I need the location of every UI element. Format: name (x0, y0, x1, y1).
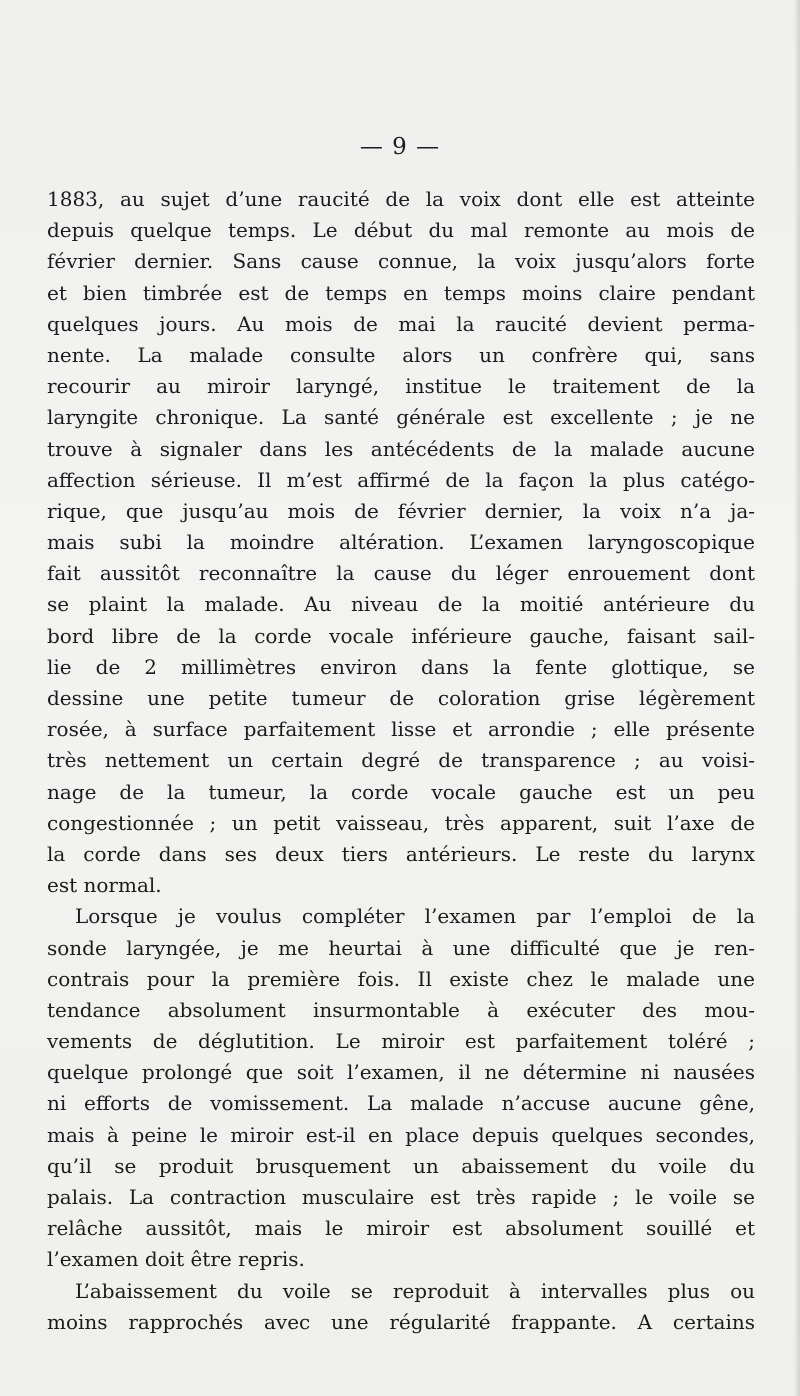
text-line: palais. La contraction musculaire est très rapide ; le voile se (47, 1185, 755, 1209)
text-line: vements de déglutition. Le miroir est parfaitement toléré ; (47, 1029, 755, 1054)
text-line: bord libre de la corde vocale inférieure gauche, faisant sail- (47, 623, 755, 648)
text-line: contrais pour la première fois. Il existe chez le malade une (47, 966, 755, 991)
text-line: 1883, au sujet d’une raucité de la voix dont elle est atteinte (47, 187, 755, 211)
text-line: moins rapprochés avec une régularité frappante. A certains (47, 1309, 755, 1334)
text-line: ni efforts de vomissement. La malade n’accuse aucune gêne, (47, 1091, 755, 1116)
text-line: mais à peine le miroir est-il en place depuis quelques secondes, (47, 1122, 755, 1147)
text-line: février dernier. Sans cause connue, la voix jusqu’alors forte (47, 249, 755, 274)
text-line: est normal. (47, 873, 162, 898)
text-line: rosée, à surface parfaitement lisse et arrondie ; elle présente (47, 717, 755, 742)
text-line: se plaint la malade. Au niveau de la moitié antérieure du (47, 592, 755, 617)
text-line: nente. La malade consulte alors un confrère qui, sans (47, 342, 755, 367)
text-line: quelque prolongé que soit l’examen, il ne détermine ni nausées (47, 1060, 755, 1085)
text-line: lie de 2 millimètres environ dans la fente glottique, se (47, 654, 755, 679)
page-number: — 9 — (359, 134, 441, 160)
text-line: très nettement un certain degré de transparence ; au voisi- (47, 748, 755, 773)
page-edge-shadow (794, 0, 800, 1396)
text-line: tendance absolument insurmontable à exécuter des mou- (47, 997, 755, 1022)
text-line: la corde dans ses deux tiers antérieurs. Le reste du larynx (47, 841, 755, 866)
text-line: Lorsque je voulus compléter l’examen par l’emploi de la (75, 904, 755, 929)
text-line: recourir au miroir laryngé, institue le traitement de la (47, 374, 755, 399)
text-line: nage de la tumeur, la corde vocale gauche est un peu (47, 779, 755, 804)
text-line: fait aussitôt reconnaître la cause du léger enrouement dont (47, 561, 755, 586)
text-line: dessine une petite tumeur de coloration grise légèrement (47, 686, 755, 710)
text-line: depuis quelque temps. Le début du mal remonte au mois de (47, 218, 755, 243)
body-text (47, 184, 755, 1338)
text-line: relâche aussitôt, mais le miroir est absolument souillé et (47, 1216, 755, 1241)
text-line: congestionnée ; un petit vaisseau, très apparent, suit l’axe de (47, 810, 755, 835)
text-line: mais subi la moindre altération. L’examen laryngoscopique (47, 530, 755, 555)
text-line: trouve à signaler dans les antécédents de la malade aucune (47, 436, 755, 461)
text-line: l’examen doit être repris. (47, 1247, 305, 1272)
text-line: et bien timbrée est de temps en temps moins claire pendant (47, 280, 755, 305)
text-line: sonde laryngée, je me heurtai à une difficulté que je ren- (47, 935, 755, 960)
text-line: rique, que jusqu’au mois de février dernier, la voix n’a ja- (47, 498, 755, 523)
text-line: laryngite chronique. La santé générale est excellente ; je ne (47, 405, 755, 430)
text-line: quelques jours. Au mois de mai la raucité devient perma- (47, 311, 755, 336)
text-line: qu’il se produit brusquement un abaissement du voile du (47, 1153, 755, 1178)
text-line: affection sérieuse. Il m’est affirmé de la façon la plus catégo- (47, 467, 755, 492)
text-line: L’abaissement du voile se reproduit à intervalles plus ou (75, 1278, 755, 1303)
